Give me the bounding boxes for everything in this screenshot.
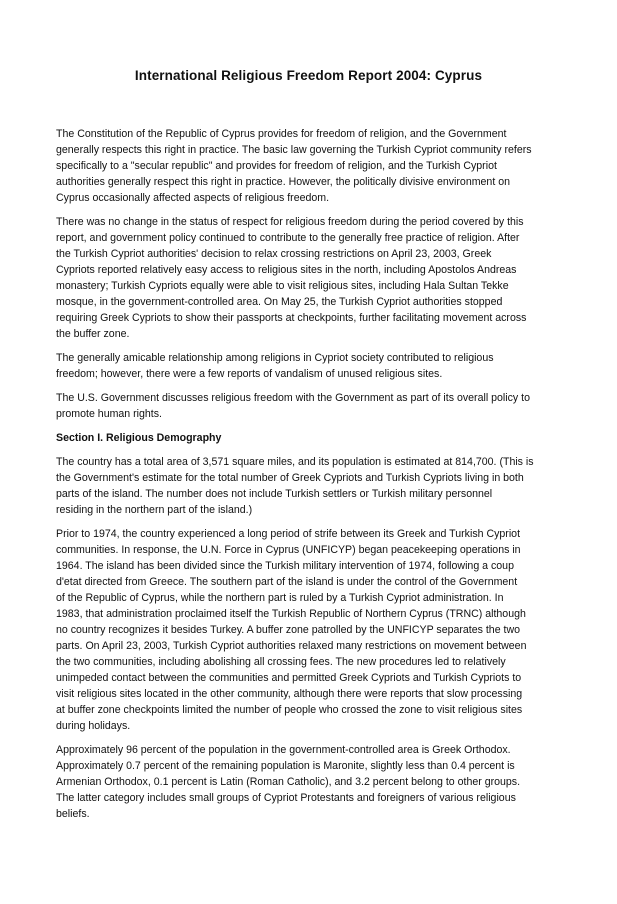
document-title: International Religious Freedom Report 2004: Cyprus <box>134 68 483 83</box>
text-line: the Turkish Cypriot authorities' decision to relax crossing restrictions on April 23, 2003, Greek <box>56 248 492 260</box>
text-line: requiring Greek Cypriots to show their passports at checkpoints, further facilitating movement across <box>56 312 527 324</box>
paragraph-status-change <box>56 214 566 342</box>
text-line: report, and government policy continued to contribute to the generally free practice of religion. After <box>56 232 520 244</box>
text-line: d'etat directed from Greece. The southern part of the island is under the control of the Government <box>56 576 518 588</box>
text-line: 1964. The island has been divided since the Turkish military intervention of 1974, following a coup <box>56 560 514 572</box>
paragraph-history <box>56 526 566 734</box>
text-line: generally respects this right in practice. The basic law governing the Turkish Cypriot community refers <box>56 144 532 156</box>
text-line: the two communities, including abolishing all crossing fees. The new procedures led to relatively <box>56 656 506 668</box>
text-line: The generally amicable relationship among religions in Cypriot society contributed to religious <box>56 352 494 364</box>
text-line: freedom; however, there were a few reports of vandalism of unused religious sites. <box>56 368 443 380</box>
text-line: mosque, in the government-controlled area. On May 25, the Turkish Cypriot authorities stopped <box>56 296 503 308</box>
text-line: Prior to 1974, the country experienced a long period of strife between its Greek and Turkish Cypriot <box>56 528 521 540</box>
text-line: at buffer zone checkpoints limited the number of people who crossed the zone to visit religious sites <box>56 704 523 716</box>
text-line: There was no change in the status of respect for religious freedom during the period covered by this <box>56 216 524 228</box>
text-line: specifically to a "secular republic" and provides for freedom of religion, and the Turkish Cypriot <box>56 160 497 172</box>
text-line: parts of the island. The number does not include Turkish settlers or Turkish military personnel <box>56 488 493 500</box>
text-line: The U.S. Government discusses religious freedom with the Government as part of its overall policy to <box>56 392 530 404</box>
text-line: Armenian Orthodox, 0.1 percent is Latin (Roman Catholic), and 3.2 percent belong to other groups. <box>56 776 521 788</box>
text-line: The latter category includes small groups of Cypriot Protestants and foreigners of various religious <box>56 792 516 804</box>
text-line: residing in the northern part of the island.) <box>56 504 253 516</box>
text-line: the Government's estimate for the total number of Greek Cypriots and Turkish Cypriots living in both <box>56 472 524 484</box>
text-line: Approximately 96 percent of the population in the government-controlled area is Greek Orthodox. <box>56 744 511 756</box>
text-line: parts. On April 23, 2003, Turkish Cypriot authorities relaxed many restrictions on movement between <box>56 640 527 652</box>
text-line: visit religious sites located in the other community, although there were reports that slow processing <box>56 688 523 700</box>
text-line: Cyprus occasionally affected aspects of religious freedom. <box>56 192 330 204</box>
document-body <box>56 126 566 830</box>
text-line: monastery; Turkish Cypriots equally were able to visit religious sites, including Hala Sultan Tekke <box>56 280 509 292</box>
text-line: Cypriots reported relatively easy access to religious sites in the north, including Apostolos Andreas <box>56 264 517 276</box>
paragraph-intro-constitution <box>56 126 566 206</box>
text-line: promote human rights. <box>56 408 162 420</box>
text-line: The country has a total area of 3,571 square miles, and its population is estimated at 814,700. (This is <box>56 456 534 468</box>
text-line: unimpeded contact between the communities and permitted Greek Cypriots and Turkish Cypriots to <box>56 672 522 684</box>
text-line: Approximately 0.7 percent of the remaining population is Maronite, slightly less than 0.4 percent is <box>56 760 515 772</box>
paragraph-amicable-relationship <box>56 350 566 382</box>
text-line: of the Republic of Cyprus, while the northern part is ruled by a Turkish Cypriot administration. In <box>56 592 504 604</box>
text-line: 1983, that administration proclaimed itself the Turkish Republic of Northern Cyprus (TRNC) although <box>56 608 526 620</box>
paragraph-religious-composition <box>56 742 566 822</box>
text-line: during holidays. <box>56 720 131 732</box>
text-line: the buffer zone. <box>56 328 130 340</box>
text-line: The Constitution of the Republic of Cyprus provides for freedom of religion, and the Government <box>56 128 507 140</box>
paragraph-area-population <box>56 454 566 518</box>
text-line: beliefs. <box>56 808 90 820</box>
text-line: no country recognizes it besides Turkey. A buffer zone patrolled by the UNFICYP separates the two <box>56 624 521 636</box>
section-heading-religious-demography: Section I. Religious Demography <box>56 432 222 444</box>
text-line: authorities generally respect this right in practice. However, the politically divisive environment on <box>56 176 510 188</box>
text-line: communities. In response, the U.N. Force in Cyprus (UNFICYP) began peacekeeping operations in <box>56 544 521 556</box>
paragraph-us-government <box>56 390 566 422</box>
